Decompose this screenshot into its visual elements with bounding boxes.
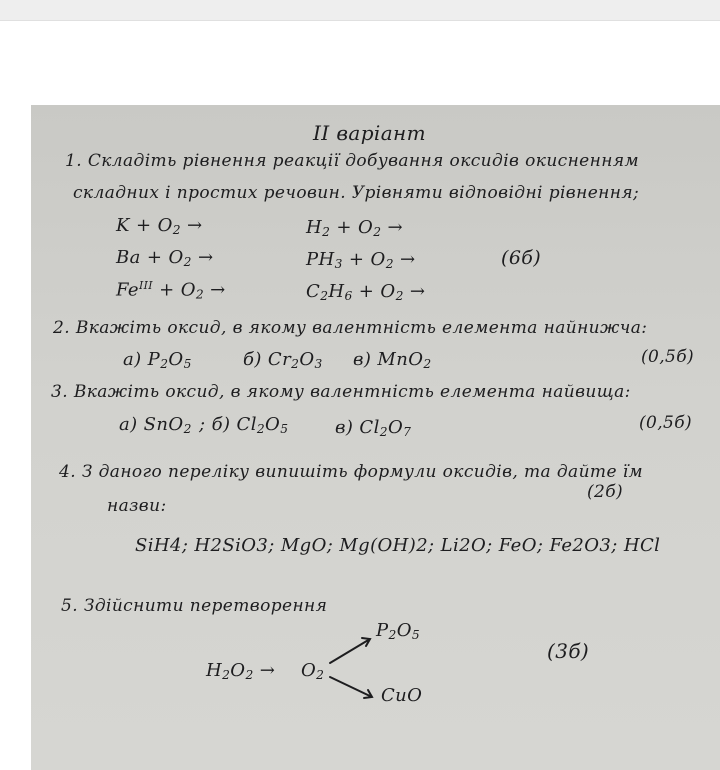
task-2-option-b-label: б) xyxy=(243,349,262,370)
scheme-p2o5: $P_2O_5$ xyxy=(376,620,421,643)
equation-ba-o2: $Ba + O_2$ → xyxy=(116,247,214,270)
task-2-option-b: б) $Cr_2O_3$ xyxy=(243,349,323,372)
task-2-question: 2. Вкажіть оксид, в якому валентність елемента найнижча: xyxy=(53,318,648,338)
task-1-line-1: 1. Складіть рівнення реакції добування оксидів окисненням xyxy=(65,151,639,171)
task-4-line-2: назви: xyxy=(107,496,167,516)
task-5-points: (3б) xyxy=(547,639,590,663)
variant-title: ІІ варіант xyxy=(313,121,426,145)
scheme-h2o2: $H_2O_2$ → xyxy=(206,660,276,683)
task-3-points: (0,5б) xyxy=(639,413,693,433)
task-2-option-a: а) $P_2O_5$ xyxy=(123,349,192,372)
equation-ph3-o2: $PH_3 + O_2$ → xyxy=(306,249,416,272)
task-3-option-a-label: а) xyxy=(119,414,138,435)
equation-fe-o2: $Fe^{III} + O_2$ → xyxy=(116,279,226,302)
scheme-o2: $O_2$ xyxy=(301,660,325,683)
task-1-points: (6б) xyxy=(501,247,542,269)
task-2-points: (0,5б) xyxy=(641,347,695,367)
task-3-option-c-label: в) xyxy=(335,417,354,438)
task-4-line-1: 4. З даного переліку випишіть формули оксидів, та дайте їм xyxy=(59,462,644,482)
task-3-option-c: в) $Cl_2O_7$ xyxy=(335,417,412,440)
worksheet-photo xyxy=(31,105,720,770)
task-3-option-a: а) SnO$_2$ xyxy=(119,414,192,437)
equation-k-o2: $K + O_2$ → xyxy=(116,215,203,238)
equation-c2h6-o2: $C_2H_6 + O_2$ → xyxy=(306,281,426,304)
branch-arrow-down xyxy=(330,677,372,698)
browser-top-bar xyxy=(0,0,720,21)
task-3-option-b: ; б) $Cl_2O_5$ xyxy=(199,414,289,437)
equation-h2-o2: $H_2 + O_2$ → xyxy=(306,217,403,240)
task-5-question: 5. Здійснити перетворення xyxy=(61,596,328,616)
task-3-option-b-label: ; б) xyxy=(199,414,231,435)
task-4-points: (2б) xyxy=(587,482,624,502)
task-2-option-c-label: в) xyxy=(353,349,372,370)
task-3-question: 3. Вкажіть оксид, в якому валентність елемента найвища: xyxy=(51,382,631,402)
branch-arrow-up xyxy=(330,638,370,663)
task-1-line-2: складних і простих речовин. Урівняти відповідні рівнення; xyxy=(73,183,640,203)
task-4-formula-list: SiH4; H2SiO3; MgO; Mg(OH)2; Li2O; FeO; Fe2O3; HCl xyxy=(135,535,661,556)
scheme-cuo: CuO xyxy=(381,685,423,706)
task-2-option-c: в) MnO$_2$ xyxy=(353,349,432,372)
task-2-option-a-label: а) xyxy=(123,349,142,370)
scheme-branch-arrows xyxy=(326,633,386,703)
